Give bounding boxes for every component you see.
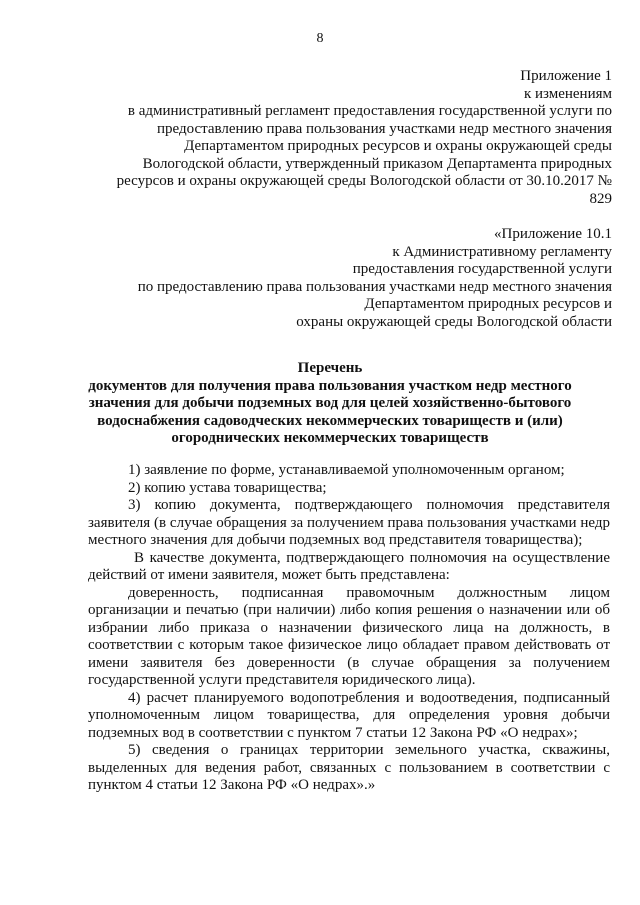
list-item-3: 3) копию документа, подтверждающего полномочия представителя заявителя (в случае обращения за получением права пользования участками недр местного значения для добычи подземных вод представителя товарищества); [88,497,610,548]
appendix-1-line: Приложение 1 [520,68,612,84]
appendix-10-1-line: «Приложение 10.1 [493,226,612,242]
appendix-10-1-line: охраны окружающей среды Вологодской области [296,313,612,330]
appendix-1-line: ресурсов и охраны окружающей среды Вологодской области от 30.10.2017 № [116,173,612,189]
appendix-1-line: Департаментом природных ресурсов и охраны окружающей среды [184,138,612,154]
list-item-3-note: В качестве документа, подтверждающего полномочия на осуществление действий от имени заявителя, может быть представлена: [88,549,610,583]
title-line: документов для получения права пользования участком недр местного [88,377,572,394]
appendix-10-1-line: Департаментом природных ресурсов и [364,296,612,312]
page-number: 8 [316,31,324,46]
appendix-1-line: в административный регламент предоставления государственной услуги по [127,103,612,119]
title-line: водоснабжения садоводческих некоммерческих товариществ и (или) [97,412,563,429]
appendix-10-1-line: к Административному регламенту [392,243,612,260]
list-item-1: 1) заявление по форме, устанавливаемой уполномоченным органом; [128,462,565,478]
title-line: огороднических некоммерческих товариществ [171,430,489,446]
title-line: значения для добычи подземных вод для целей хозяйственно-бытового [88,395,572,411]
appendix-1-line: Вологодской области, утвержденный приказом Департамента природных [142,155,612,172]
list-item-4: 4) расчет планируемого водопотребления и водоотведения, подписанный уполномоченным лицом товарищества, для определения уровня добычи подземных вод в соответствии с пунктом 7 статьи 12 Закона РФ «О недрах»; [88,689,610,741]
list-item-2: 2) копию устава товарищества; [128,479,327,496]
appendix-1-line: к изменениям [523,85,612,102]
document-title [70,360,590,448]
appendix-1-header [72,68,612,208]
document-list [88,462,610,795]
appendix-1-line: 829 [589,190,612,207]
appendix-1-line: предоставлению права пользования участками недр местного значения [156,120,612,137]
appendix-10-1-header [92,226,612,331]
list-item-3-detail: доверенность, подписанная правомочным должностным лицом организации и печатью (при наличии) либо копия решения о назначении или об избрании либо приказа о назначении физического лица на должность, в соответствии с которым такое физическое лицо обладает правом действовать от имени заявителя без доверенности (в случае обращения за получением государственной услуги представителя юридического лица). [88,584,610,688]
appendix-10-1-line: по предоставлению права пользования участками недр местного значения [137,278,612,295]
list-item-5: 5) сведения о границах территории земельного участка, скважины, выделенных для ведения работ, связанных с пользованием в соответствии с пунктом 4 статьи 12 Закона РФ «О недрах».» [88,742,610,793]
appendix-10-1-line: предоставления государственной услуги [352,261,612,277]
title-heading: Перечень [297,360,363,376]
